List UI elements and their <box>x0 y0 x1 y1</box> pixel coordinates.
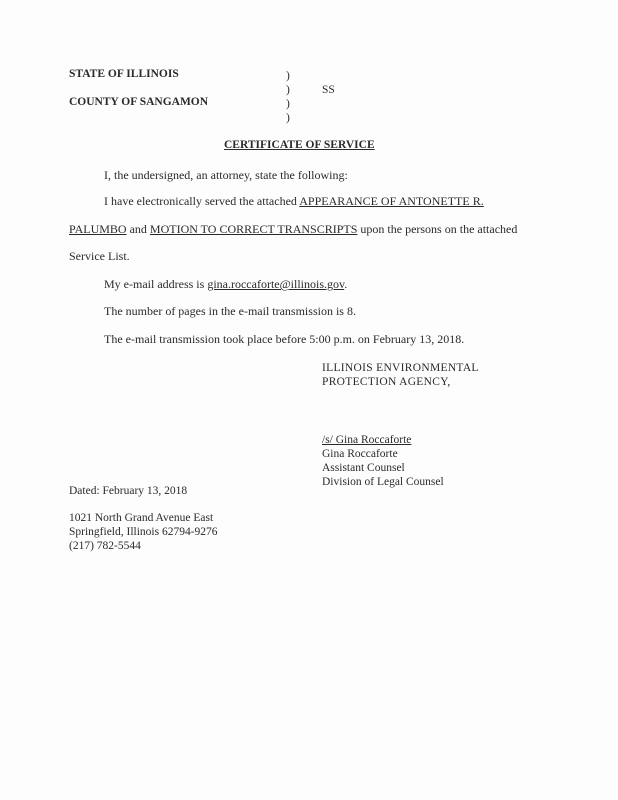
signer-title: Assistant Counsel <box>322 462 405 474</box>
paragraph-statement: I, the undersigned, an attorney, state the following: <box>104 168 348 182</box>
address-street: 1021 North Grand Avenue East <box>69 512 214 524</box>
address-phone: (217) 782-5544 <box>69 540 141 552</box>
paragraph-pages: The number of pages in the e-mail transmission is 8. <box>104 304 356 318</box>
dated-line: Dated: February 13, 2018 <box>69 485 188 497</box>
email-label: My e-mail address is <box>104 277 208 291</box>
caption-paren: ) <box>286 84 290 96</box>
motion-doc-link[interactable]: MOTION TO CORRECT TRANSCRIPTS <box>149 222 358 236</box>
paragraph-time: The e-mail transmission took place before 5:00 p.m. on February 13, 2018. <box>104 332 465 346</box>
paragraph-served <box>104 194 484 209</box>
document-title: CERTIFICATE OF SERVICE <box>224 139 375 151</box>
address-block <box>69 511 218 553</box>
agency-line: PROTECTION AGENCY, <box>322 376 451 388</box>
signature-line: /s/ Gina Roccaforte <box>322 434 412 446</box>
appearance-doc-link[interactable]: APPEARANCE OF ANTONETTE R. <box>299 194 484 208</box>
email-period: . <box>344 277 348 291</box>
caption-paren: ) <box>286 98 290 110</box>
caption-ss: SS <box>322 84 335 96</box>
agency-name <box>322 361 479 389</box>
agency-line: ILLINOIS ENVIRONMENTAL <box>322 362 479 374</box>
and-text: and <box>126 222 150 236</box>
served-post-text: upon the persons on the attached <box>357 222 518 236</box>
served-text: I have electronically served the attached <box>104 194 300 208</box>
signer-division: Division of Legal Counsel <box>322 476 444 488</box>
paragraph-email <box>104 277 347 292</box>
caption-state: STATE OF ILLINOIS <box>69 68 179 80</box>
caption-paren: ) <box>286 70 290 82</box>
caption-county: COUNTY OF SANGAMON <box>69 96 209 108</box>
paragraph-served-cont <box>69 222 517 237</box>
caption-paren: ) <box>286 112 290 124</box>
email-link[interactable]: gina.roccaforte@illinois.gov <box>207 277 345 291</box>
signer-name: Gina Roccaforte <box>322 448 398 460</box>
address-city: Springfield, Illinois 62794-9276 <box>69 526 218 538</box>
signature-block <box>322 433 444 489</box>
palumbo-link[interactable]: PALUMBO <box>69 222 127 236</box>
paragraph-service-list: Service List. <box>69 249 130 263</box>
